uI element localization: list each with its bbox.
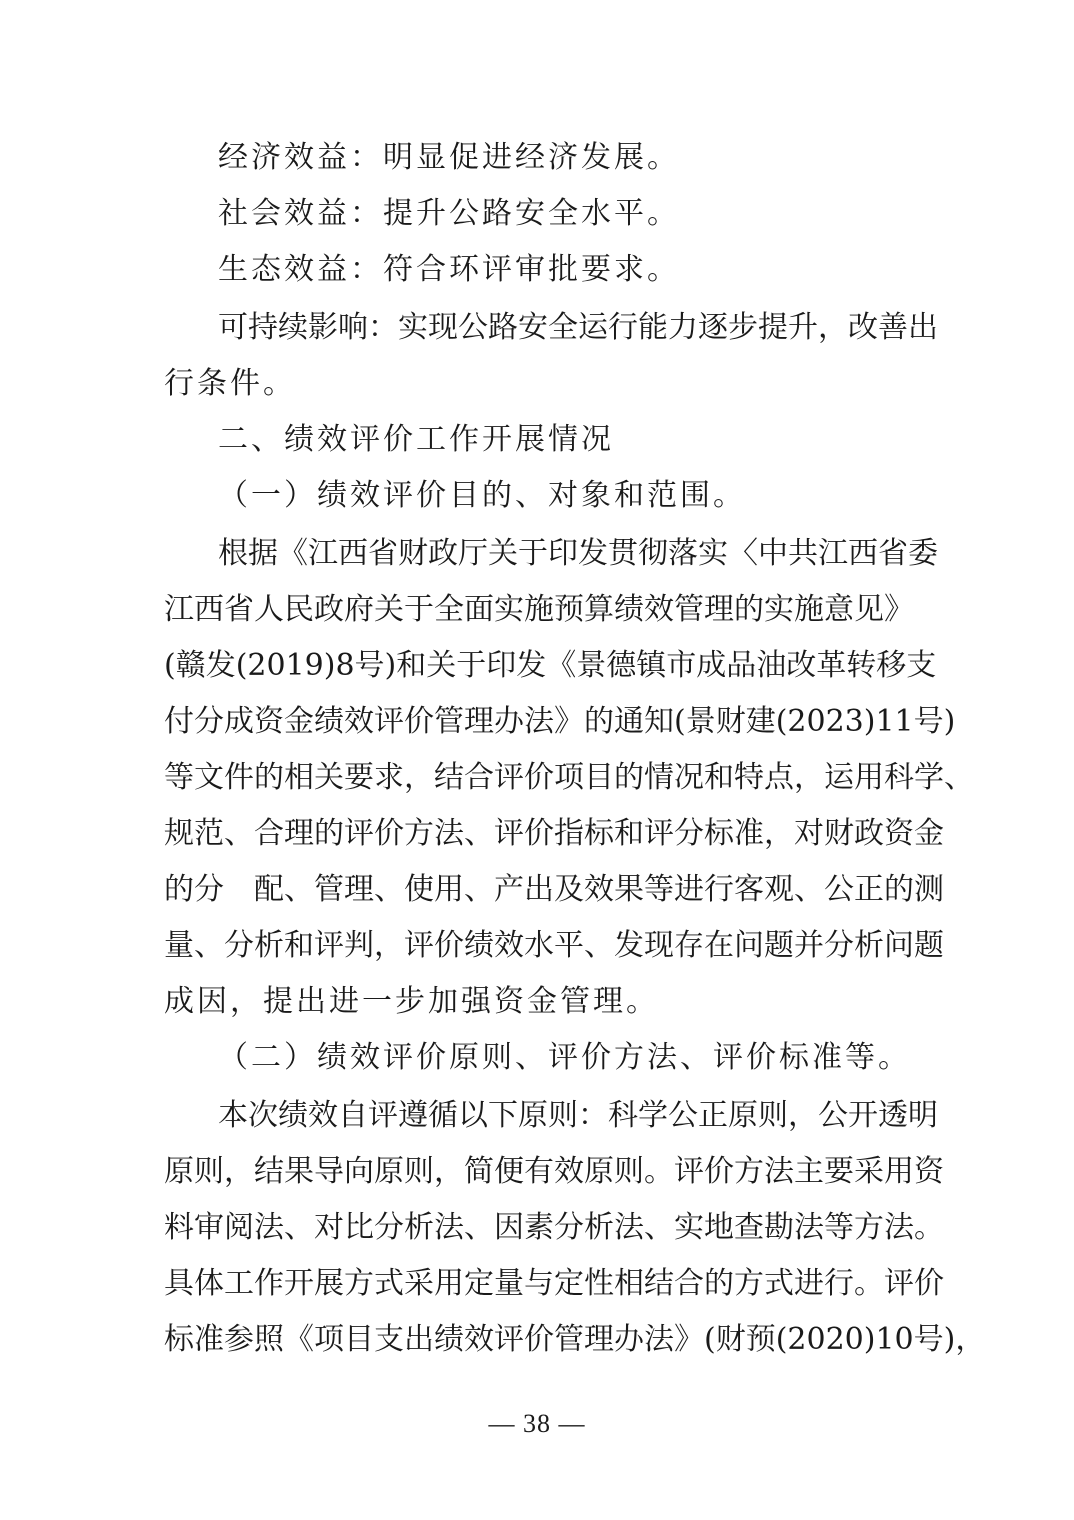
subsection-heading: （一）绩效评价目的、对象和范围。 [218,478,746,513]
paragraph-line: 行条件。 [164,366,296,401]
paragraph-line: 等文件的相关要求，结合评价项目的情况和特点，运用科学、 [164,760,974,795]
paragraph-line: 的分 配、管理、使用、产出及效果等进行客观、公正的测 [164,872,944,907]
paragraph-line: 社会效益：提升公路安全水平。 [218,196,680,231]
paragraph-line: 根据《江西省财政厅关于印发贯彻落实〈中共江西省委 [218,536,938,571]
paragraph-line: 本次绩效自评遵循以下原则：科学公正原则，公开透明 [218,1098,938,1133]
paragraph-line: 具体工作开展方式采用定量与定性相结合的方式进行。评价 [164,1266,944,1301]
paragraph-line: 成因，提出进一步加强资金管理。 [164,984,659,1019]
subsection-heading: （二）绩效评价原则、评价方法、评价标准等。 [218,1040,911,1075]
page-number: — 38 — [488,1409,586,1438]
paragraph-line: 量、分析和评判，评价绩效水平、发现存在问题并分析问题 [164,928,944,963]
paragraph-line: 江西省人民政府关于全面实施预算绩效管理的实施意见》 [164,592,914,627]
paragraph-line: 标准参照《项目支出绩效评价管理办法》(财预(2020)10号)， [164,1322,986,1357]
paragraph-line: 规范、合理的评价方法、评价指标和评分标准，对财政资金 [164,816,944,851]
paragraph-line: 原则，结果导向原则，简便有效原则。评价方法主要采用资 [164,1154,944,1189]
paragraph-line: 付分成资金绩效评价管理办法》的通知(景财建(2023)11号) [164,704,956,739]
paragraph-line: 料审阅法、对比分析法、因素分析法、实地查勘法等方法。 [164,1210,944,1245]
paragraph-line: 经济效益：明显促进经济发展。 [218,140,680,175]
paragraph-line: 可持续影响：实现公路安全运行能力逐步提升，改善出 [218,310,938,345]
paragraph-line: (赣发(2019)8号)和关于印发《景德镇市成品油改革转移支 [164,648,937,683]
paragraph-line: 生态效益：符合环评审批要求。 [218,252,680,287]
section-heading: 二、绩效评价工作开展情况 [218,422,614,457]
